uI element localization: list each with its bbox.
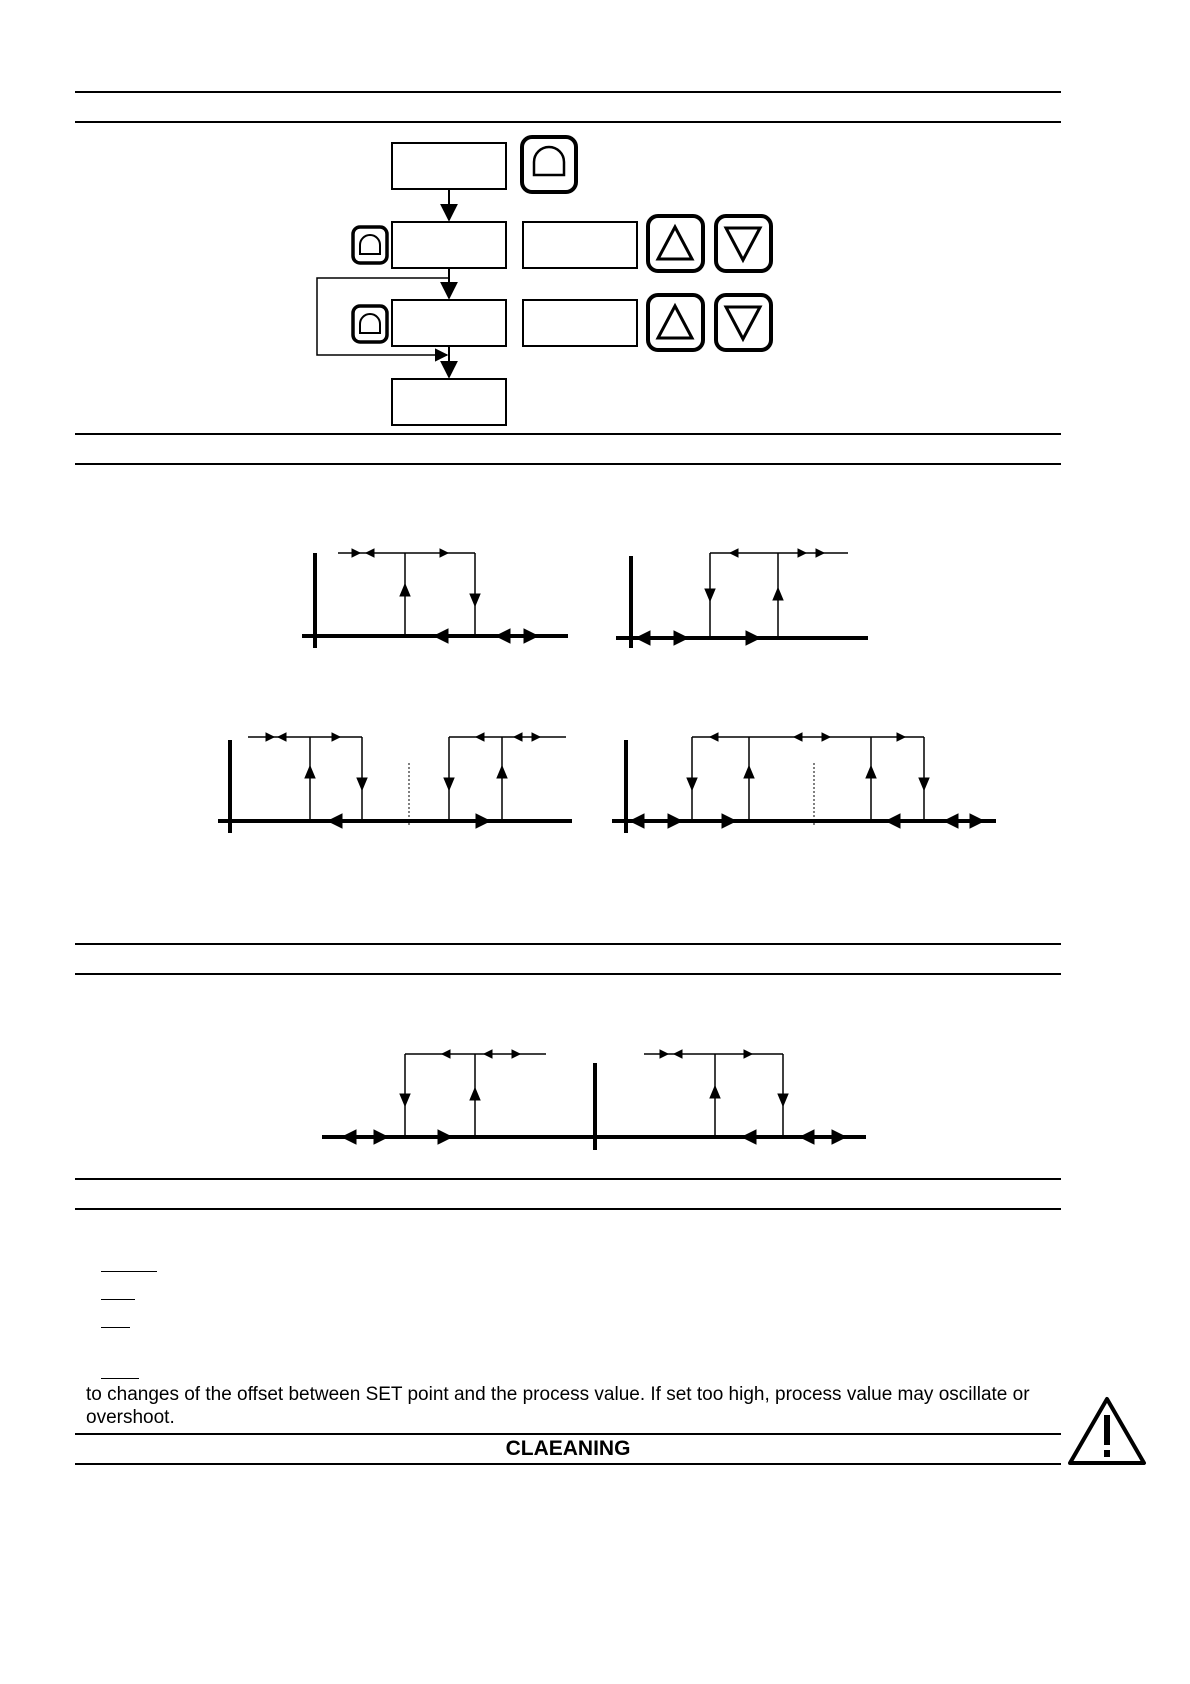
- paragraph-text: to changes of the offset between SET point and the process value. If set too high, process value may oscillate or overshoot.: [86, 1384, 1030, 1428]
- list-marker: [101, 1271, 157, 1272]
- list-marker: [101, 1378, 139, 1379]
- enter-key-icon[interactable]: [353, 306, 387, 342]
- up-triangle-icon[interactable]: [648, 295, 703, 350]
- warning-triangle-icon: [1067, 1395, 1147, 1467]
- menu-flowchart: [317, 143, 637, 425]
- hysteresis-diagram-dual-1: [218, 733, 572, 833]
- display-box: [392, 222, 506, 268]
- hysteresis-diagram-cooling: [616, 549, 868, 648]
- down-triangle-icon[interactable]: [716, 216, 771, 271]
- display-box: [392, 300, 506, 346]
- value-box: [523, 300, 637, 346]
- hysteresis-diagram-heating: [302, 549, 568, 648]
- value-box: [523, 222, 637, 268]
- list-marker: [101, 1327, 130, 1328]
- hysteresis-diagram-relative: [322, 1050, 866, 1150]
- display-box: [392, 143, 506, 189]
- enter-key-icon[interactable]: [353, 227, 387, 263]
- list-marker: [101, 1299, 135, 1300]
- down-triangle-icon[interactable]: [716, 295, 771, 350]
- up-triangle-icon[interactable]: [648, 216, 703, 271]
- enter-key-icon[interactable]: [522, 137, 576, 192]
- section-heading: CLAEANING: [505, 1437, 631, 1460]
- display-box: [392, 379, 506, 425]
- hysteresis-diagram-dual-2: [612, 733, 996, 833]
